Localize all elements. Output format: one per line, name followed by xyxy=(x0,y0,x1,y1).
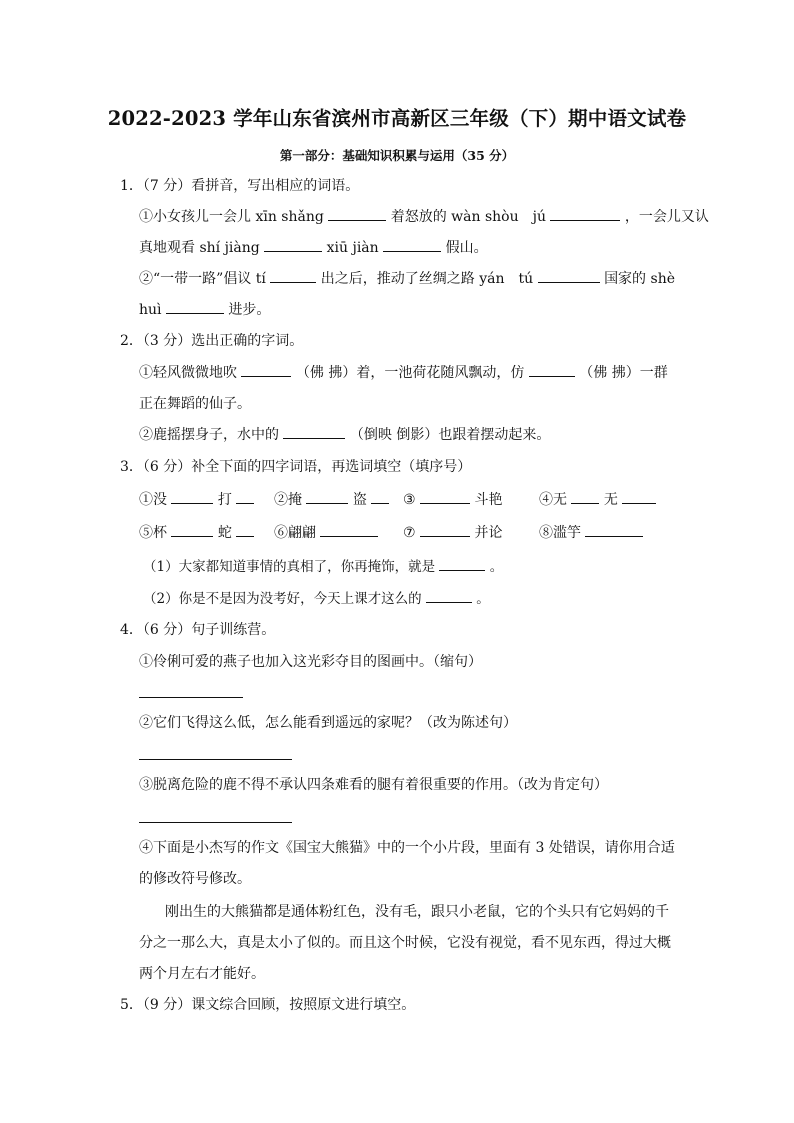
answer-blank[interactable] xyxy=(622,490,656,504)
q1-text: huì xyxy=(139,302,162,318)
q1-text: 真地观看 shí jiàng xyxy=(139,240,260,256)
q3-sentence-2 xyxy=(143,589,490,609)
idiom-text: 并论 xyxy=(474,525,503,541)
q2-line-3 xyxy=(139,425,550,445)
idiom-text: 打 xyxy=(217,492,232,508)
q4-item-4-cont: 的修改符号修改。 xyxy=(139,871,251,887)
q3-sentence-1 xyxy=(143,557,503,577)
q2-text: ①轻风微微地吹 xyxy=(139,365,237,381)
idiom-6 xyxy=(274,523,378,543)
idiom-text: 盗 xyxy=(352,492,367,508)
answer-blank[interactable] xyxy=(236,490,254,504)
q1-line-3 xyxy=(139,269,675,289)
q5-heading: 5．（9 分）课文综合回顾，按照原文进行填空。 xyxy=(120,997,416,1013)
q1-text: 着怒放的 wàn shòu jú xyxy=(390,209,546,225)
sentence-text: 。 xyxy=(476,591,490,607)
q2-line-1 xyxy=(139,363,668,383)
idiom-5 xyxy=(139,523,254,543)
answer-blank[interactable] xyxy=(320,523,378,537)
answer-blank[interactable] xyxy=(383,238,441,252)
q4-item-3: ③脱离危险的鹿不得不承认四条难看的腿有着很重要的作用。（改为肯定句） xyxy=(139,777,608,793)
idiom-text: ⑦ xyxy=(403,525,416,541)
q1-text: ，一会儿又认 xyxy=(624,209,709,225)
idiom-1 xyxy=(139,490,254,510)
answer-blank[interactable] xyxy=(171,523,213,537)
answer-blank[interactable] xyxy=(371,490,389,504)
q1-text: 进步。 xyxy=(228,302,271,318)
answer-blank[interactable] xyxy=(171,490,213,504)
answer-line[interactable] xyxy=(139,697,243,698)
q4-item-2: ②它们飞得这么低，怎么能看到遥远的家呢？（改为陈述句） xyxy=(139,715,517,731)
q3-heading: 3．（6 分）补全下面的四字词语，再选词填空（填序号） xyxy=(120,459,472,475)
answer-blank[interactable] xyxy=(420,523,470,537)
answer-blank[interactable] xyxy=(439,557,485,571)
answer-blank[interactable] xyxy=(538,269,600,283)
q2-line-2: 正在舞蹈的仙子。 xyxy=(139,396,251,412)
answer-blank[interactable] xyxy=(550,207,620,221)
passage-line-2: 分之一那么大，真是太小了似的。而且这个时候，它没有视觉，看不见东西，得过大概 xyxy=(139,935,671,951)
q2-heading: 2．（3 分）选出正确的字词。 xyxy=(120,333,304,349)
idiom-3 xyxy=(403,490,502,510)
idiom-text: 斗艳 xyxy=(474,492,503,508)
answer-blank[interactable] xyxy=(585,523,643,537)
answer-blank[interactable] xyxy=(571,490,599,504)
answer-blank[interactable] xyxy=(328,207,386,221)
q2-text: （倒映 倒影）也跟着摆动起来。 xyxy=(349,427,551,443)
idiom-text: ③ xyxy=(403,492,416,508)
page-title: 2022-2023 学年山东省滨州市高新区三年级（下）期中语文试卷 xyxy=(107,107,687,130)
sentence-text: （2）你是不是因为没考好，今天上课才这么的 xyxy=(143,591,422,607)
idiom-2 xyxy=(274,490,389,510)
q4-item-4: ④下面是小杰写的作文《国宝大熊猫》中的一个小片段，里面有 3 处错误，请你用合适 xyxy=(139,840,675,856)
answer-line[interactable] xyxy=(139,822,292,823)
q4-heading: 4．（6 分）句子训练营。 xyxy=(120,622,276,638)
idiom-4 xyxy=(539,490,656,510)
passage-line-1: 刚出生的大熊猫都是通体粉红色，没有毛，跟只小老鼠，它的个头只有它妈妈的千 xyxy=(165,904,669,920)
idiom-text: ⑤杯 xyxy=(139,525,167,541)
answer-blank[interactable] xyxy=(236,523,254,537)
q1-text: 假山。 xyxy=(445,240,488,256)
passage-line-3: 两个月左右才能好。 xyxy=(139,966,265,982)
idiom-text: ①没 xyxy=(139,492,167,508)
q2-text: （佛 拂）一群 xyxy=(579,365,668,381)
answer-blank[interactable] xyxy=(166,300,224,314)
idiom-text: 无 xyxy=(603,492,618,508)
idiom-text: 蛇 xyxy=(217,525,232,541)
q2-text: ②鹿摇摆身子，水中的 xyxy=(139,427,279,443)
sentence-text: （1）大家都知道事情的真相了，你再掩饰，就是 xyxy=(143,559,436,575)
answer-blank[interactable] xyxy=(270,269,316,283)
sentence-text: 。 xyxy=(489,559,504,575)
answer-line[interactable] xyxy=(139,759,292,760)
idiom-8 xyxy=(539,523,643,543)
answer-blank[interactable] xyxy=(420,490,470,504)
q1-text: 出之后，推动了丝绸之路 yán tú xyxy=(320,271,534,287)
answer-blank[interactable] xyxy=(264,238,322,252)
idiom-text: ②掩 xyxy=(274,492,302,508)
q1-text: ②“一带一路”倡议 tí xyxy=(139,271,266,287)
section-subtitle: 第一部分：基础知识积累与运用（35 分） xyxy=(279,148,515,163)
q1-text: ①小女孩儿一会儿 xīn shǎng xyxy=(139,209,324,225)
q2-text: （佛 拂）着，一池荷花随风飘动，仿 xyxy=(295,365,525,381)
idiom-text: ⑧滥竽 xyxy=(539,525,581,541)
q1-line-4 xyxy=(139,300,270,320)
answer-blank[interactable] xyxy=(241,363,291,377)
answer-blank[interactable] xyxy=(306,490,348,504)
q4-item-1: ①伶俐可爱的燕子也加入这光彩夺目的图画中。（缩句） xyxy=(139,654,482,670)
idiom-text: ④无 xyxy=(539,492,567,508)
answer-blank[interactable] xyxy=(529,363,575,377)
idiom-text: ⑥翩翩 xyxy=(274,525,316,541)
q1-text: 国家的 shè xyxy=(604,271,675,287)
q1-text: xiū jiàn xyxy=(326,240,379,256)
q1-heading: 1．（7 分）看拼音，写出相应的词语。 xyxy=(120,178,360,194)
answer-blank[interactable] xyxy=(283,425,345,439)
answer-blank[interactable] xyxy=(426,589,472,603)
q1-line-2 xyxy=(139,238,488,258)
q1-line-1 xyxy=(139,207,709,227)
idiom-7 xyxy=(403,523,502,543)
